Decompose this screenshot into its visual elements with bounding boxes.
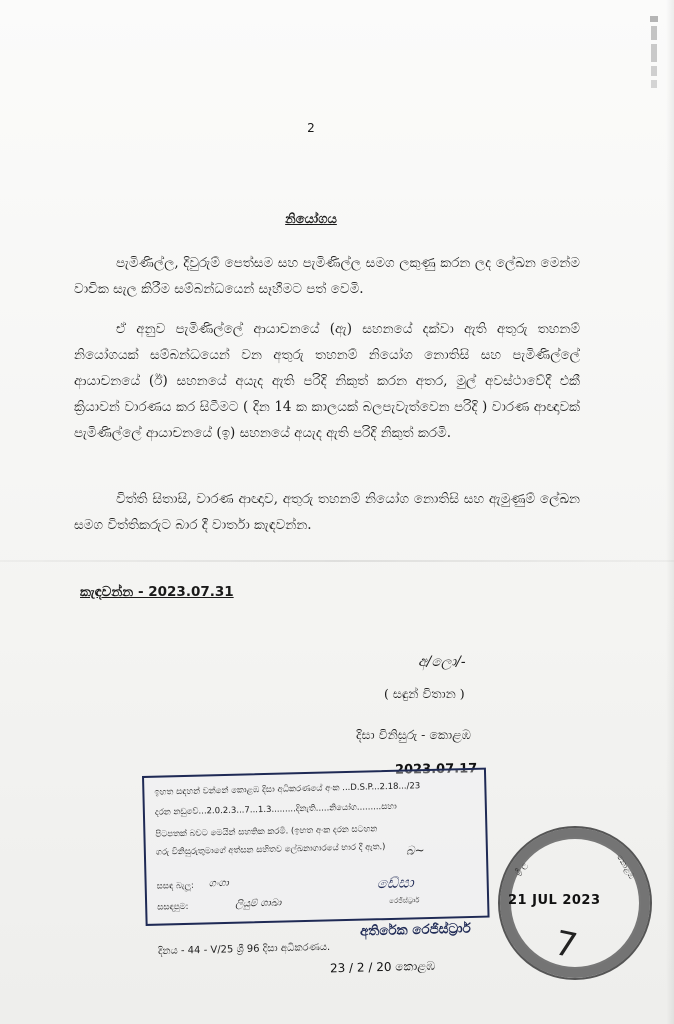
stamp-checked-label: සසඳ බැලූ:: [156, 880, 194, 892]
stamp-line-2: දරන නඩුවේ...2.0.2.3...7...1.3.........දිනැති.....නියෝග.........සහා: [154, 801, 397, 818]
page-fold-line: [0, 560, 674, 562]
certified-copy-stamp: [142, 768, 490, 926]
judge-signature-scrawl: අ/ලො/-: [418, 654, 466, 670]
stamp-checked-signature: ගංගා: [208, 877, 229, 890]
stamp-line-1: ඉහත සඳහන් වන්නේ කොළඹ දිසා අධිකරණයේ අංක ...D.S.P...2.18.../23: [154, 781, 421, 798]
seal-handwritten-mark: 7: [551, 923, 581, 967]
stamp-date: 2023.07.17: [394, 761, 478, 778]
stamp-bottom-date: 23 / 2 / 20 කොළඹ: [329, 958, 436, 976]
paragraph-text: පැමිණිල්ල, දිවුරුම් පෙත්සම සහ පැමිණිල්ල සමග ලකුණු කරන ලද ලේඛන මෙන්ම වාචික සැල කිරීම සම්බන්ධයෙන් සෑහීමට පත් වෙමි.: [74, 255, 580, 297]
stamp-compared-label: සසඳපුම:: [157, 901, 189, 913]
registrar-label: අතිරේක රෙජිස්ට්‍රාර්: [359, 920, 471, 940]
margin-emblem-icon: [642, 14, 666, 92]
page-edge-shadow: [666, 0, 674, 1024]
order-paragraph-1: [74, 250, 580, 302]
seal-ring-text-right: කොළඹ: [615, 852, 637, 881]
judge-title: දිසා විනිසුරු - කොළඹ: [356, 727, 471, 742]
page-number: 2: [307, 121, 315, 135]
stamp-compared-signature: ලියුම් ශාඛා: [235, 897, 282, 910]
stamp-officer-subtitle: රෙජිස්ට්‍රාර්: [389, 896, 420, 905]
stamp-bottom-line: දිනය - 44 - V/25 ශ්‍රී 96 දිසා අධිකරණය.: [157, 941, 331, 958]
paragraph-text: විත්ති සිතාසි, වාරණ ආඥාව, අතුරු තහනම් නියෝග නොතිසි සහ ඇමුණුම් ලේඛන සමග විත්තිකරුට බාර දී වාර්තා කැඳවන්න.: [74, 491, 580, 533]
order-paragraph-3: [74, 486, 580, 538]
stamp-line-4: ගරු විනිසුරුතුමාගේ අත්සන සහිතව ලේඛනාගාරයේ භාර දී ඇත.): [155, 842, 386, 858]
paragraph-text: ඒ අනුව පැමිණිල්ලේ ආයාචනයේ (ඇ) සහනයේ දක්වා ඇති අතුරු තහනම් නියෝගයක් සම්බන්ධයෙන් වන අතුරු තහනම් නියෝග නොතිසි සහ පැමිණිල්ලේ ආයාචනයේ (ඊ) සහනයේ අයැද ඇති පරිදි නිකුත් කරන අතර, මුල් අවස්ථාවේදී එකී ක්‍රියාවන් වාරණය කර සිටීමට ( දින 14 ක කාලයක් බලපැවැත්වෙන පරිදි ) වාරණ ආඥාවක් පැමිණිල්ලේ ආයාචනයේ (ඉ) සහනයේ අයැද ඇති පරිදි නිකුත් කරමි.: [74, 321, 580, 441]
return-date: කැඳවන්න - 2023.07.31: [80, 584, 234, 600]
seal-ring-text-left: ශ්‍රී ල: [512, 860, 529, 878]
judge-name: ( සඳුන් විතාන ): [384, 686, 465, 701]
stamp-line-3: පිටපතක් බවට මෙයින් සහතික කරමි. (ඉහත අංක දරන සටහන: [155, 824, 378, 840]
stamp-initial-mark: බ~: [405, 843, 425, 858]
stamp-officer-signature: ඩේසා: [376, 873, 414, 893]
order-heading: නියෝගය: [285, 212, 337, 227]
order-paragraph-2: [74, 316, 580, 446]
seal-date: 21 JUL 2023: [508, 893, 601, 908]
